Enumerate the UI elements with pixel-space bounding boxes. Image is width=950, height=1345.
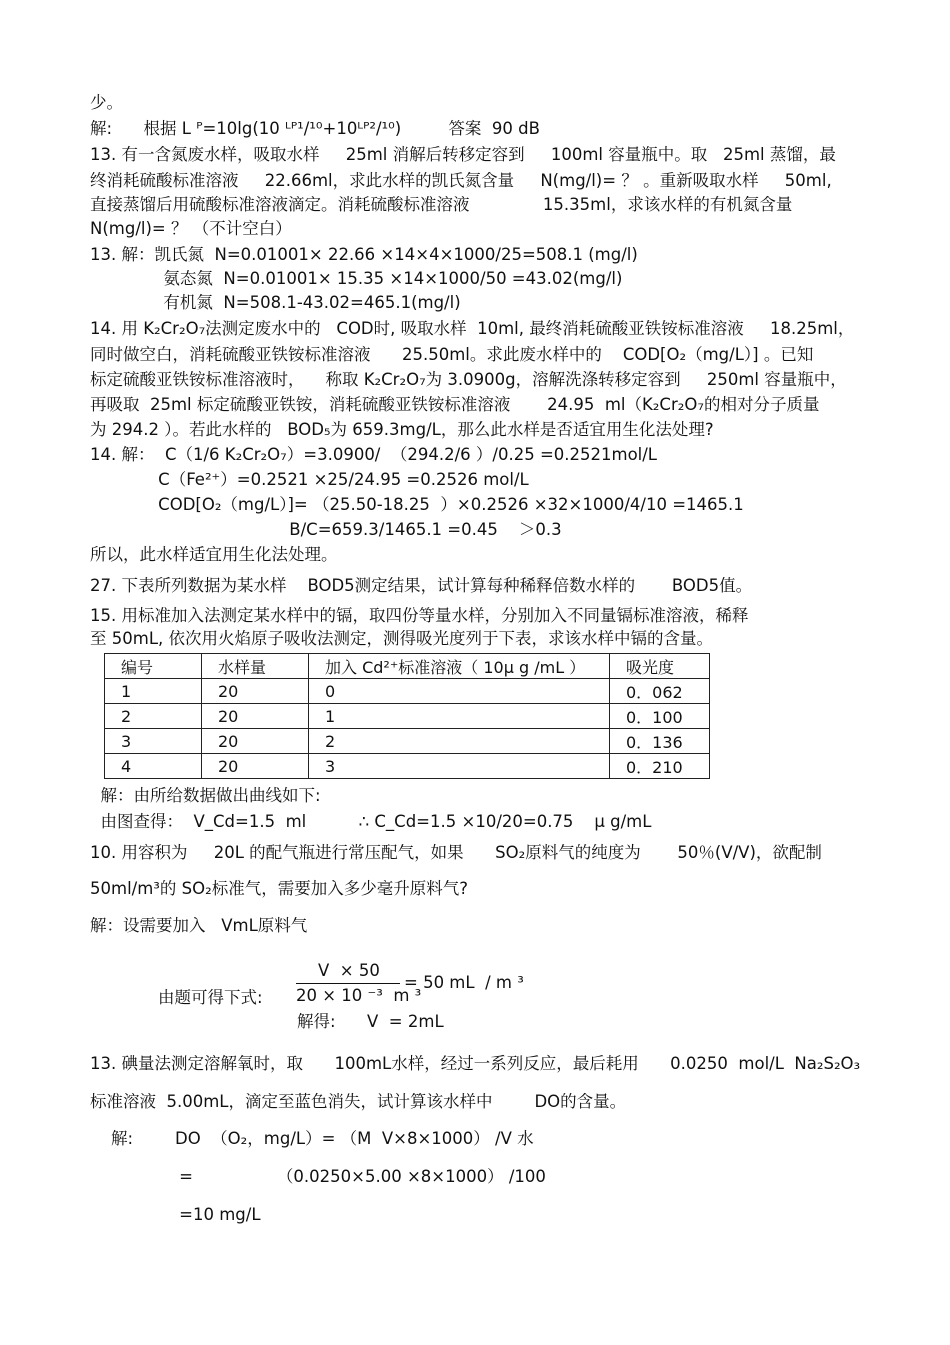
text-line-4: 终消耗硫酸标准溶液 22.66ml，求此水样的凯氏氮含量 N(mg/l)= ？ 。重新吸取水样 50ml, xyxy=(90,171,832,190)
table-row xyxy=(105,729,710,754)
table-cell: 20 xyxy=(202,679,309,704)
text-line-20: 27. 下表所列数据为某水样 BOD5测定结果，试计算每种稀释倍数水样的 BOD5值。 xyxy=(90,576,753,595)
table-cell: 0．100 xyxy=(610,704,710,729)
table-header-row xyxy=(105,654,710,679)
table-row xyxy=(105,754,710,779)
table-cell: 0 xyxy=(309,679,610,704)
table-header: 加入 Cd²⁺标准溶液（ 10μ g /mL ） xyxy=(309,654,610,679)
text-line-19: 所以，此水样适宜用生化法处理。 xyxy=(90,545,338,564)
text-line-9: 有机氮 N=508.1-43.02=465.1(mg/l) xyxy=(90,293,461,312)
text-line-13: 再吸取 25ml 标定硫酸亚铁铵，消耗硫酸亚铁铵标准溶液 24.95 ml（K₂Cr₂O₇的相对分子质量 xyxy=(90,395,820,414)
text-line-28: 13. 碘量法测定溶解氧时，取 100mL水样，经过一系列反应，最后耗用 0.0250 mol/L Na₂S₂O₃ xyxy=(90,1054,861,1073)
formula-prefix: 由题可得下式: xyxy=(158,988,263,1007)
text-line-30: 解: DO （O₂，mg/L）= （M V×8×1000） /V 水 xyxy=(90,1129,534,1148)
text-line-14: 为 294.2 ）。若此水样的 BOD₅为 659.3mg/L，那么此水样是否适宜用生化法处理? xyxy=(90,420,714,439)
text-line-1: 少。 xyxy=(90,93,123,112)
text-line-27: 解：设需要加入 VmL原料气 xyxy=(90,916,308,935)
text-line-7: 13. 解：凯氏氮 N=0.01001× 22.66 ×14×4×1000/25=508.1 (mg/l) xyxy=(90,245,638,264)
formula-numerator: V × 50 xyxy=(318,961,380,980)
table-cell: 20 xyxy=(202,754,309,779)
text-line-12: 标定硫酸亚铁铵标准溶液时， 称取 K₂Cr₂O₇为 3.0900g，溶解洗涤转移定容到 250ml 容量瓶中， xyxy=(90,370,847,389)
table-cell: 3 xyxy=(105,729,202,754)
text-line-21: 15. 用标准加入法测定某水样中的镉，取四份等量水样，分别加入不同量镉标准溶液，稀释 xyxy=(90,606,749,625)
text-line-18: B/C=659.3/1465.1 =0.45 ＞0.3 xyxy=(90,520,562,539)
formula-solve: 解得: V = 2mL xyxy=(297,1012,444,1031)
text-line-25: 10. 用容积为 20L 的配气瓶进行常压配气，如果 SO₂原料气的纯度为 50％(V/V)，欲配制 xyxy=(90,843,822,862)
table-header: 吸光度 xyxy=(610,654,710,679)
table-row xyxy=(105,704,710,729)
table-cell: 20 xyxy=(202,729,309,754)
table-cell: 3 xyxy=(309,754,610,779)
text-line-8: 氨态氮 N=0.01001× 15.35 ×14×1000/50 =43.02(mg/l) xyxy=(90,269,623,288)
table-row xyxy=(105,679,710,704)
table-cell: 0．136 xyxy=(610,729,710,754)
table-cell: 2 xyxy=(309,729,610,754)
fraction-bar xyxy=(296,983,400,984)
text-line-23: 解：由所给数据做出曲线如下: xyxy=(90,786,321,805)
text-line-3: 13. 有一含氮废水样，吸取水样 25ml 消解后转移定容到 100ml 容量瓶中。取 25ml 蒸馏，最 xyxy=(90,145,836,164)
text-line-24: 由图查得： V_Cd=1.5 ml ∴ C_Cd=1.5 ×10/20=0.75 μ g/mL xyxy=(90,812,652,831)
table-cell: 2 xyxy=(105,704,202,729)
table-header: 编号 xyxy=(105,654,202,679)
text-line-11: 同时做空白，消耗硫酸亚铁铵标准溶液 25.50ml。求此废水样中的 COD[O₂（mg/L）] 。已知 xyxy=(90,345,814,364)
table-cell: 1 xyxy=(309,704,610,729)
text-line-22: 至 50mL, 依次用火焰原子吸收法测定，测得吸光度列于下表，求该水样中镉的含量。 xyxy=(90,629,713,648)
table-cell: 0．062 xyxy=(610,679,710,704)
cadmium-data-table xyxy=(104,653,710,779)
formula-denominator: 20 × 10 ⁻³ m ³ xyxy=(296,986,422,1005)
text-line-32: =10 mg/L xyxy=(90,1205,261,1224)
text-line-15: 14. 解： C（1/6 K₂Cr₂O₇）=3.0900/ （294.2/6 ）/0.25 =0.2521mol/L xyxy=(90,445,658,464)
text-line-31: = （0.0250×5.00 ×8×1000） /100 xyxy=(90,1167,546,1186)
text-line-10: 14. 用 K₂Cr₂O₇法测定废水中的 COD时, 吸取水样 10ml, 最终消耗硫酸亚铁铵标准溶液 18.25ml， xyxy=(90,319,855,338)
table-cell: 4 xyxy=(105,754,202,779)
table-header: 水样量 xyxy=(202,654,309,679)
text-line-29: 标准溶液 5.00mL，滴定至蓝色消失，试计算该水样中 DO的含量。 xyxy=(90,1092,627,1111)
table-cell: 1 xyxy=(105,679,202,704)
text-line-16: C（Fe²⁺）=0.2521 ×25/24.95 =0.2526 mol/L xyxy=(90,470,529,489)
text-line-26: 50ml/m³的 SO₂标准气，需要加入多少毫升原料气? xyxy=(90,879,468,898)
text-line-6: N(mg/l)= ？ （不计空白） xyxy=(90,219,292,238)
text-line-2: 解: 根据 L ᴾ=10lg(10 ᴸᴾ¹/¹⁰+10ᴸᴾ²/¹⁰) 答案 90 dB xyxy=(90,119,540,138)
table-cell: 20 xyxy=(202,704,309,729)
table-cell: 0．210 xyxy=(610,754,710,779)
text-line-17: COD[O₂（mg/L）]= （25.50-18.25 ）×0.2526 ×32×1000/4/10 =1465.1 xyxy=(90,495,744,514)
text-line-5: 直接蒸馏后用硫酸标准溶液滴定。消耗硫酸标准溶液 15.35ml，求该水样的有机氮含量 xyxy=(90,195,793,214)
formula-result: = 50 mL / m ³ xyxy=(404,973,524,992)
